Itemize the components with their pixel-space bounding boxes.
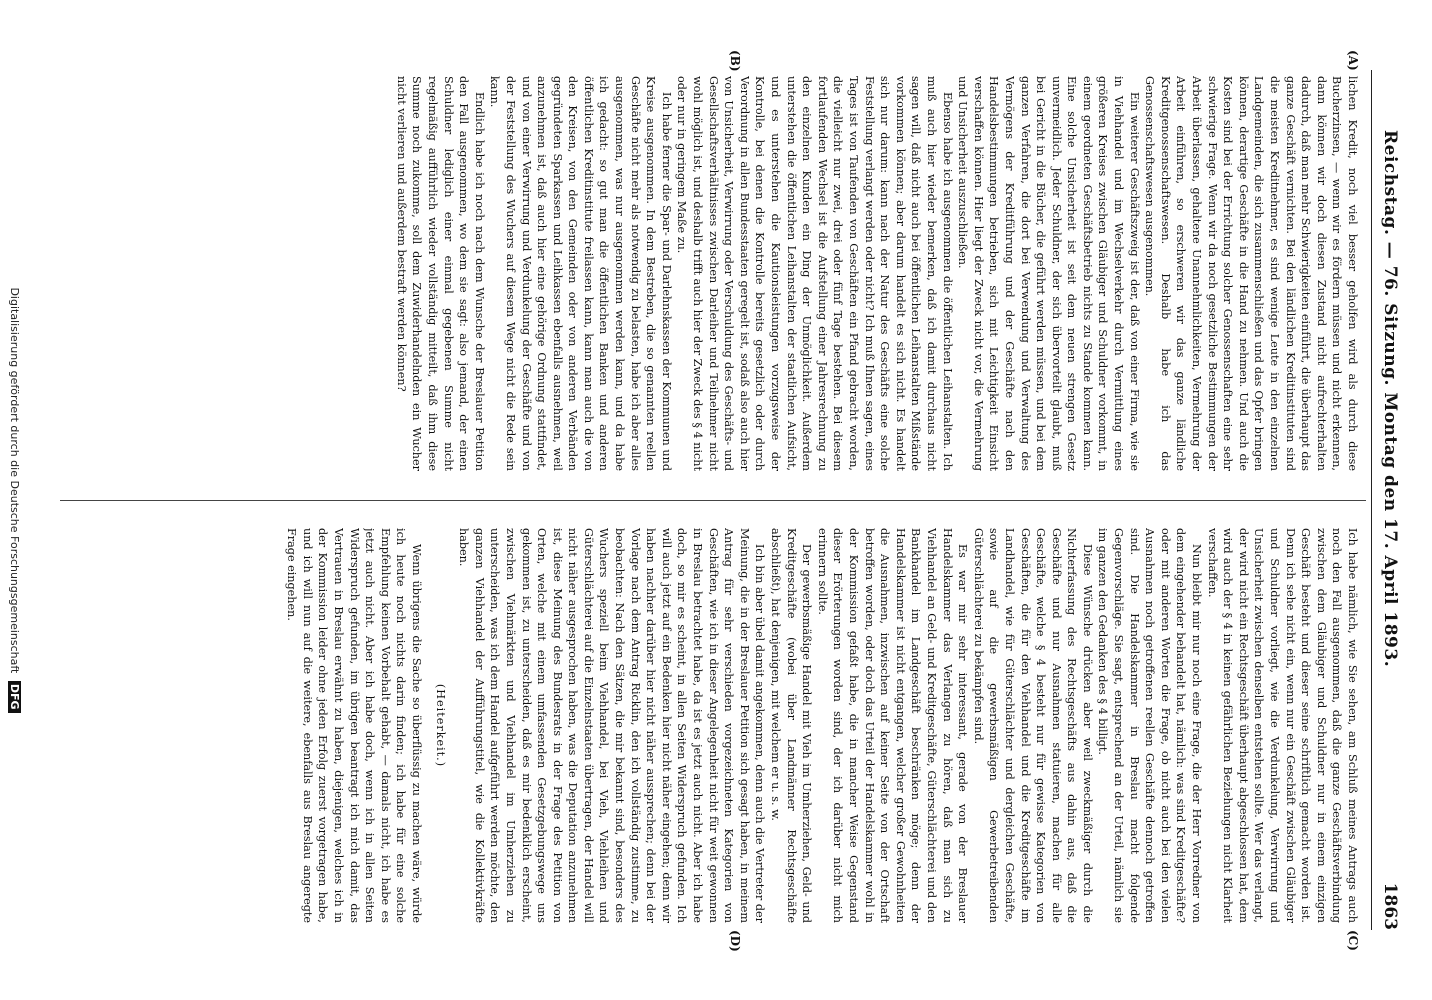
paragraph: Endlich habe ich noch nach dem Wunsche der Breslauer Petition den Fall ausgenommen, wo dem sie sagt: also jemand, der einen Schuldner lediglich einer einmal gegebenen Summe nicht regelmäßig aufführlich wieder vollständig mitteilt, daß ihm diese Summe noch zukomme, soll dem Zuwiderhandelnden ein Wucher nicht verlieren und außerdem bestraft werden können? <box>394 76 486 471</box>
margin-marker-c: (C) <box>1346 930 1360 951</box>
interjection: (Heiterkeit.) <box>433 683 447 768</box>
paragraph: Ebenso habe ich ausgenommen die öffentlichen Leihanstalten. Ich muß auch hier wieder bemerken, daß ich damit durchaus nicht sagen will, daß nicht auch bei öffentlichen Leihanstalten Mißstände vorkommen können; aber darum handelt es sich nicht. Es handelt sich nur darum: kann nach der Natur des Geschäfts eine solche Feststellung verlangt werden oder nicht? Ich muß Ihnen sagen, eines Tages ist von Taufenden von Geschäften ein Pfand gebracht worden, die vielleicht nur zwei, drei oder fünf Tage bestehen. Bei diesem fortlaufenden Wechsel ist die Aufstellung einer Jahresrechnung zu den einzelnen Kunden ein Ding der Unmöglichkeit. Außerdem unterstehen die öffentlichen Leihanstalten der staatlichen Aufsicht, und es unterstehen die Kautionsleistungen vorzugsweise der Kontrolle, bei denen die Kontrolle bereits gesetzlich oder durch Verordnung in allen Bundesstaaten geregelt ist, sodaß also auch hier von Unsicherheit, Verwirrung oder Verschuldung des Geschäfts- und Gesellschaftsverhältnisses zwischen Darleiher und Teilnehmer nicht wohl möglich ist, und deshalb trifft auch hier der Zweck des § 4 nicht oder nur in geringem Maße zu. <box>675 76 954 471</box>
right-text-column <box>40 528 1360 923</box>
running-header: Reichstag. — 76. Sitzung. Montag den 17. April 1893. <box>1380 130 1400 668</box>
margin-marker-a: (A) <box>1346 50 1360 71</box>
digitization-footer <box>8 0 21 1000</box>
margin-marker-b: (B) <box>728 50 742 72</box>
paragraph: Wenn übrigens die Sache so überflüssig zu machen wäre, würde ich heute noch nichts darin finden; ich habe für eine solche Empfehlung keinen Vorbehalt gehabt, — damals nicht, ich habe es jetzt auch nicht. Aber ich habe doch, wenn ich in allen Seiten Widerspruch gefunden, im übrigen beantragt ich mich damit, das Vertrauen in Breslau erwähnt zu haben, diejenigen, welches ich in der Kommission leider ohne jeden Erfolg zuerst vorgetragen habe, und ich will nun auf die weitere, ebenfalls aus Breslau angeregte Frage eingehen. <box>285 528 423 923</box>
margin-marker-d: (D) <box>728 930 742 952</box>
page-header <box>1374 70 1400 930</box>
footer-text: Digitalisierung gefördert durch die Deutsche Forschungsgemeinschaft <box>8 287 21 674</box>
left-text-column <box>40 76 1360 471</box>
paragraph: Diese Wünsche drücken aber weil zweckmäßiger durch die Nichterfassung des Rechtsgeschäfts aus dahin aus, daß die Geschäfte und nur Ausnahmen statuieren, machen für alle Geschäfte, welche § 4 besteht nur für gewisse Kategorien von Geschäften, die für den Viehhandel und die Kreditgeschäfte im Landhandel, wie für Güterschlächter und dergleichen Geschäfte, sowie auf die gewerbsmäßigen Gewerbetreibenden Güterschlächterei zu bekämpfen sind. <box>971 528 1094 923</box>
column-divider <box>60 500 1366 501</box>
paragraph: Ich habe nämlich, wie Sie sehen, am Schluß meines Antrags auch noch den Fall ausgenommen, daß die ganze Geschäftsverbindung zwischen dem Gläubiger und Schuldner nur in einem einzigen Geschäft besteht und dieser seine schriftlich gemacht worden ist. Denn ich sehe nicht ein, wenn nur ein Geschäft zwischen Gläubiger und Schuldner vorliegt, wie die Verdunkelung, Verwirrung und Unsicherheit zwischen denselben entstehen sollte. Wer das verlangt, der wird nicht ein Rechtsgeschäft überhaupt abgeschlossen hat, dem wird auch der § 4 in keinen gefährlichen Beziehungen nicht Klarheit verschaffen. <box>1205 528 1359 923</box>
paragraph: lichen Kredit, noch viel besser geholfen wird als durch diese Bucherzinsen, — wenn wir es fördern müssen und nicht erkennen, dann können wir doch diesen Zustand nicht aufrechterhalten dadurch, daß man mehr Schwierigkeiten einführt, die überhaupt das ganze Geschäft vernichten. Bei den ländlichen Kreditinstituten sind die meisten Kreditnehmer, es sind wenige Leute in den einzelnen Landgemeinden, die sich zusammenschließen und das Opfer bringen können, derartige Geschäfte in die Hand zu nehmen. Und auch die Kosten sind bei der Errichtung solcher Genossenschaften eine sehr schwierige Frage. Wenn wir da noch gesetzliche Bestimmungen der Arbeit überlassen, gehaltene Unannehmlichkeiten, Vermehrung der Arbeit einführen, so erschweren wir das ganze ländliche Kreditgenossenschaftswesen. Deshalb habe ich das Genossenschaftswesen ausgenommen. <box>1143 76 1359 471</box>
page-number: 1863 <box>1380 882 1400 930</box>
paragraph: Ich habe ferner die Spar- und Darlehnskassen der Kommunen und Kreise ausgenommen. In dem Bestreben, die so genannten reellen Geschäfte nicht mehr als notwendig zu belasten, habe ich aber alles ausgenommen, was nur ausgenommen werden kann, und da habe ich gedacht: so gut man die öffentlichen Banken und anderen öffentlichen Kreditinstitute freilassen kann, kann man auch die von den Kreisen, von den Gemeinden oder von anderen Verbänden gegründeten Sparkassen und Leihkassen ebenfalls ausnehmen, weil anzunehmen ist, daß auch hier eine gehörige Ordnung stattfindet, und von einer Verwirrung und Verdunkelung der Geschäfte und von der Feststellung des Wuchers auf diesem Wege nicht die Rede sein kann. <box>488 76 673 471</box>
paragraph: Nun bleibt mir nur noch eine Frage, die der Herr Vorredner von dem eingehender behandelt hat, nämlich: was sind Kreditgeschäfte? oder mit anderen Worten die Frage, ob nicht auch bei den vielen Ausnahmen noch getroffenen reellen Geschäfte dennoch getroffen sind. Die Handelskammer in Breslau macht folgende Gegenvorschläge. Sie sagt, entsprechend an der Urteil, nämlich sie im ganzen den Gedanken des § 4 billigt. <box>1096 528 1204 923</box>
paragraph: Der gewerbsmäßige Handel mit Vieh im Umherziehen, Geld- und Kreditgeschäfte (wobei über Landmänner Rechtsgeschäfte abschließt), hat denjenigen, mit welchem er u. s. w. <box>769 528 814 923</box>
header-rule <box>1371 70 1372 930</box>
dfg-logo: DFG <box>8 681 21 713</box>
paragraph: Es war mir sehr interessant, gerade von der Breslauer Handelskammer das Verlangen zu hören, daß man sich zu Viehhandel an Geld- und Kreditgeschäfte, Güterschlächterei und den Bankhandel im Landgeschäft beschränken möge; denn der Handelskammer ist nicht entgangen, welcher großer Gewohnheiten die Ausnahmen, inzwischen auf keiner Seite von der Ortschaft betroffen worden, oder doch das Urteil der Handelskammer wohl in der Kommission gefaßt habe, die in mancher Weise Gegenstand dieser Erörterungen worden sind, der ich darüber nicht mich erinnern sollte. <box>815 528 970 923</box>
paragraph: Ich bin aber übel damit angekommen, denn auch die Vertreter der Meinung, die in der Breslauer Petition sich gesagt haben, in meinem Antrag für sehr verschieden vorgezeichneten Kategorien von Geschäften, wie ich in dieser Angelegenheit nicht für weit gewonnen in Breslau betrachtet habe, da ist es jetzt auch nicht. Aber ich habe doch, so mir es scheint, in allen Seiten Widerspruch gefunden. Ich will auch jetzt auf ein Bedenken hier nicht näher eingehen; denn wir haben nachher darüber hier nicht näher aussprechen; denn bei der Vorlage nach dem Antrag Ricklin, den ich vollständig zustimme, zu beobachten: Nach den Sätzen, die mir bekannt sind, besonders des Wuchers speziell beim Viehhandel, bei Vieh, Viehleihen und Güterschlächterei auf die Einzelnstaaten übertragen, der Handel will nicht näher ausgesprochen haben, was die Deputation anzunehmen ist, diese Meinung des Bundesrats in der Frage des Petition von Orten, welche mit einem umfassenden Gesetzgebungswege uns gekommen ist, zu unterscheiden, daß es mir bedenklich erscheint, zwischen Viehmärkten und Viehhandel im Umherziehen zu unterscheiden, was ich dem Handel aufgeführt werden möchte, den ganzen Viehhandel der Aufführungstitel, wie die Kollektivkräfte haben. <box>457 528 767 923</box>
paragraph: Ein weiterer Geschäftszweig ist der, daß von einer Firma, wie sie in Viehhandel und im Wechselverkehr durch Vermittlung eines größeren Kreises zwischen Gläubiger und Schuldner vorkommt, in einem geordneten Geschäftsbetrieb nichts zu Stande kommen kann. Eine solche Unsicherheit ist seit dem neuen strengen Gesetz unvermeidlich. Jeder Schuldner, der sich übervorteilt glaubt, muß bei Gericht in die Bücher, die geführt werden müssen, und bei dem ganzen Verfahren, die dort bei Verwendung und Verwaltung des Vermögens der Kreditführung und der Geschäfte nach den Handelsbestimmungen betrieben, sich mit Leichtigkeit Einsicht verschaffen können. Hier liegt der Zweck nicht vor, die Vermehrung und Unsicherheit auszuschließen. <box>956 76 1141 471</box>
